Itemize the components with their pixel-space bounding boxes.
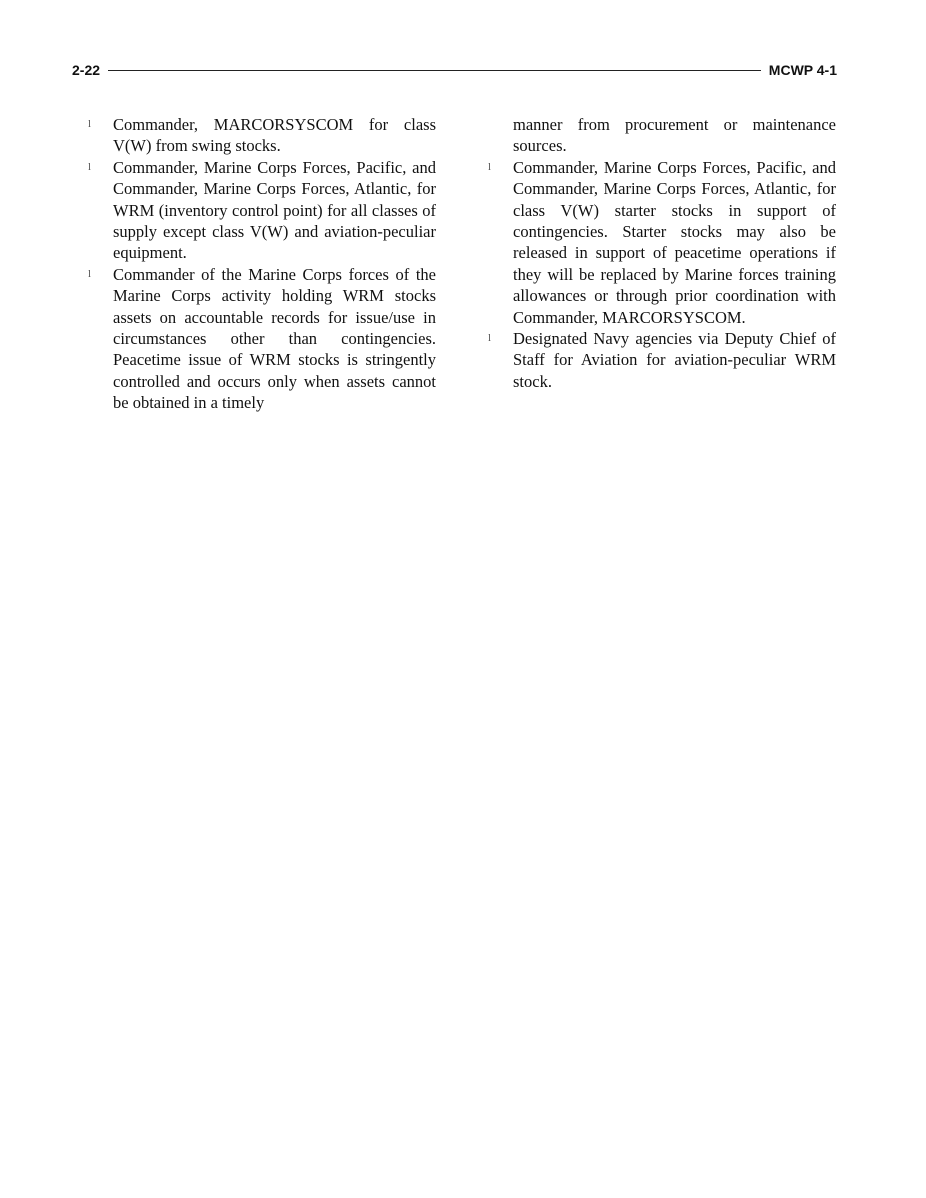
list-item-text: Commander, Marine Corps Forces, Pacific, and Commander, Marine Corps Forces, Atlantic, for class V(W) starter stocks in support of contingencies. Starter stocks may also be released in support of peacetime operations if they will be replaced by Marine forces training allowances or through prior coordination with Commander, MARCORSYSCOM. [513, 157, 836, 327]
bullet-icon: l [88, 160, 92, 173]
continued-text: manner from procurement or maintenance sources. [513, 115, 836, 156]
page-number: 2-22 [72, 62, 101, 78]
list-item-text: Commander, Marine Corps Forces, Pacific, and Commander, Marine Corps Forces, Atlantic, for WRM (inventory control point) for all classes of supply except class V(W) and aviation-peculiar equipment. [113, 157, 436, 263]
bullet-icon: l [488, 332, 492, 345]
list-item-text: Commander of the Marine Corps forces of the Marine Corps activity holding WRM stocks assets on accountable records for issue/use in circumstances other than contingencies. Peacetime issue of WRM stocks is stringently controlled and occurs only when assets cannot be obtained in a timely [113, 264, 436, 413]
bullet-icon: l [88, 267, 92, 280]
list-item [85, 157, 436, 264]
list-item [85, 114, 436, 157]
list-item-text: Commander, MARCORSYSCOM for class V(W) from swing stocks. [113, 115, 436, 156]
bullet-icon: l [88, 118, 92, 130]
right-column [485, 114, 836, 392]
left-column [85, 114, 436, 414]
publication-id: MCWP 4-1 [768, 62, 837, 78]
list-item [85, 264, 436, 414]
running-header [72, 60, 837, 80]
list-item-text: Designated Navy agencies via Deputy Chief of Staff for Aviation for aviation-peculiar WRM stock. [513, 329, 836, 391]
header-rule [108, 70, 761, 71]
bullet-icon: l [488, 160, 492, 173]
list-item [485, 157, 836, 328]
list-item [485, 328, 836, 392]
